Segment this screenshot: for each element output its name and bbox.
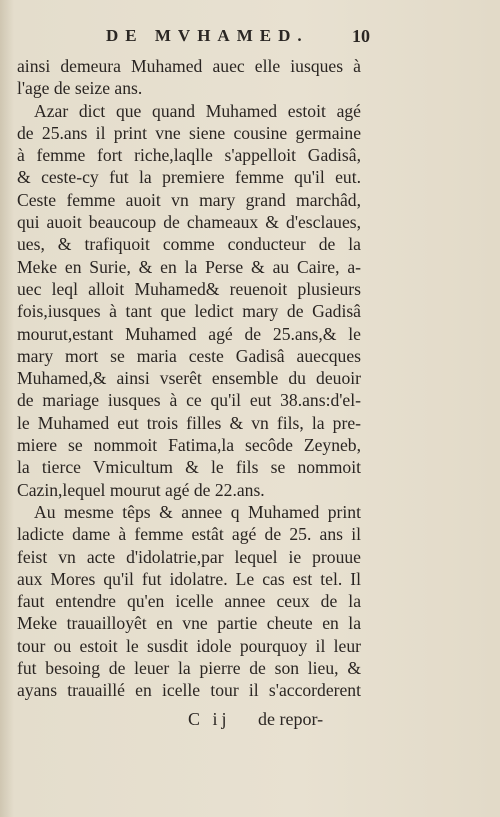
text-line: Meke en Surie, & en la Perse & au Caire, a- <box>17 256 361 277</box>
text-line: mary mort se maria ceste Gadisâ auecques <box>17 345 361 366</box>
text-line: uec leql alloit Muhamed& reuenoit plusieurs <box>17 278 361 299</box>
text-line: Au mesme têps & annee q Muhamed print <box>34 501 361 522</box>
text-line: ainsi demeura Muhamed auec elle iusques à <box>17 56 361 76</box>
running-head: DE MVHAMED. <box>106 26 309 45</box>
page-header <box>0 26 500 52</box>
text-line: qui auoit beaucoup de chameaux & d'esclaues, <box>17 212 361 233</box>
text-line: ladicte dame à femme estât agé de 25. ans il <box>17 524 361 545</box>
text-line: tour ou estoit le susdit idole pourquoy il leur <box>17 635 361 656</box>
page-number: 10 <box>352 26 370 46</box>
signature-mark: C ij <box>188 709 231 729</box>
text-line: le Muhamed eut trois filles & vn fils, la pre- <box>17 412 361 433</box>
text-line: feist vn acte d'idolatrie,par lequel ie prouue <box>17 546 361 567</box>
text-line: à femme fort riche,laqlle s'appelloit Gadisâ, <box>17 145 361 166</box>
page-footer <box>0 709 500 733</box>
text-line: de mariage iusques à ce qu'il eut 38.ans:d'el- <box>17 390 361 411</box>
text-line: l'age de seize ans. <box>17 78 143 99</box>
text-line: la tierce Vmicultum & le fils se nommoit <box>17 457 361 478</box>
text-line: Meke trauailloyêt en vne partie cheute en la <box>17 613 361 634</box>
text-line: faut entendre qu'en icelle annee ceux de la <box>17 591 361 612</box>
text-line: de 25.ans il print vne siene cousine germaine <box>17 122 361 143</box>
text-line: miere se nommoit Fatima,la secôde Zeyneb, <box>17 435 361 456</box>
text-line: fut besoing de leuer la pierre de son lieu, & <box>17 658 361 679</box>
text-line: ues, & trafiquoit comme conducteur de la <box>17 234 361 255</box>
text-line: Ceste femme auoit vn mary grand marchâd, <box>17 189 361 210</box>
text-line: & ceste-cy fut la premiere femme qu'il eut. <box>17 167 361 188</box>
catchword: de repor- <box>258 709 324 729</box>
text-line: Muhamed,& ainsi vserêt ensemble du deuoir <box>17 368 361 389</box>
text-line: ayans trauaillé en icelle tour il s'accorderent <box>17 680 361 701</box>
text-line: fois,iusques à tant que ledict mary de Gadisâ <box>17 301 361 322</box>
text-line: Cazin,lequel mourut agé de 22.ans. <box>17 479 265 500</box>
body-text <box>17 55 361 702</box>
text-line: Azar dict que quand Muhamed estoit agé <box>34 100 361 121</box>
text-line: mourut,estant Muhamed agé de 25.ans,& le <box>17 323 361 344</box>
text-line: aux Mores qu'il fut idolatre. Le cas est tel. Il <box>17 568 361 589</box>
